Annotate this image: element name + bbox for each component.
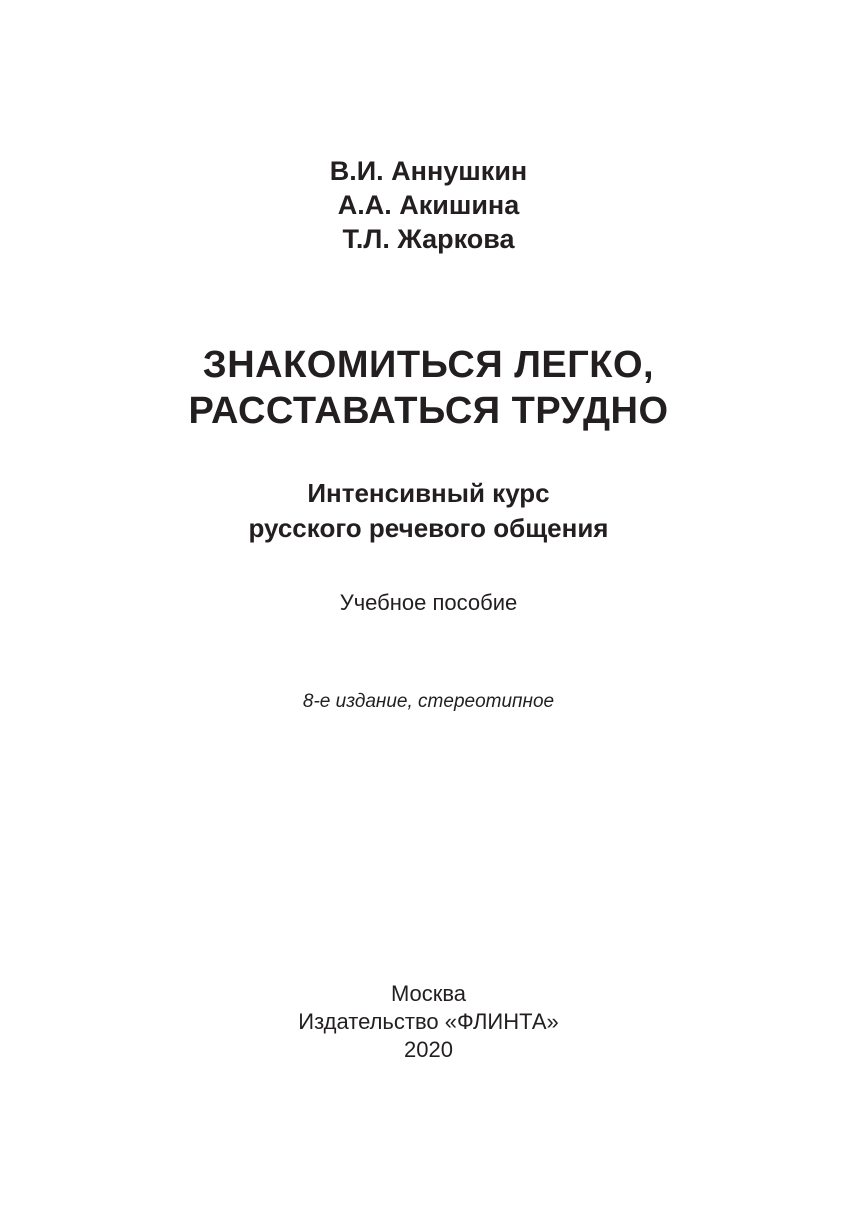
book-title-line: РАССТАВАТЬСЯ ТРУДНО (188, 390, 669, 432)
imprint-year: 2020 (404, 1037, 453, 1062)
imprint-block (0, 980, 857, 1064)
book-subtitle-line: Интенсивный курс (307, 478, 550, 508)
imprint-city: Москва (390, 981, 467, 1006)
book-genre: Учебное пособие (339, 590, 518, 615)
imprint-publisher: Издательство «ФЛИНТА» (298, 1009, 559, 1034)
author-name: В.И. Аннушкин (329, 156, 528, 186)
book-title (0, 342, 857, 434)
authors-block (0, 154, 857, 256)
edition-note: 8-е издание, стереотипное (302, 691, 555, 712)
book-subtitle-line: русского речевого общения (248, 513, 609, 543)
book-subtitle (0, 476, 857, 546)
author-name: Т.Л. Жаркова (342, 224, 515, 254)
book-title-line: ЗНАКОМИТЬСЯ ЛЕГКО, (202, 344, 655, 386)
author-name: А.А. Акишина (337, 190, 520, 220)
